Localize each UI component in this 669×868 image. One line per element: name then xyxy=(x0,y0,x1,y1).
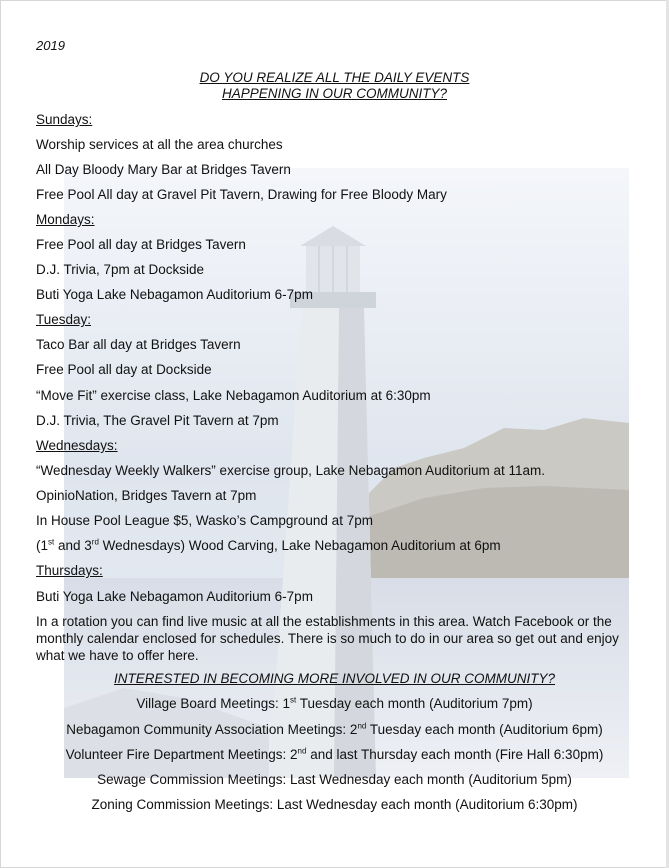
year: 2019 xyxy=(36,38,65,53)
ordinal: rd xyxy=(91,537,99,547)
ordinal: st xyxy=(48,537,55,547)
tuesday-heading: Tuesday: xyxy=(36,312,92,327)
list-item: Buti Yoga Lake Nebagamon Auditorium 6-7pm xyxy=(36,287,313,302)
list-item: Free Pool All day at Gravel Pit Tavern, Drawing for Free Bloody Mary xyxy=(36,187,447,202)
page-title-line-1: DO YOU REALIZE ALL THE DAILY EVENTS xyxy=(199,70,470,85)
text: Nebagamon Community Association Meetings: 2 xyxy=(66,722,358,737)
list-item: Buti Yoga Lake Nebagamon Auditorium 6-7pm xyxy=(36,589,313,604)
list-item: “Wednesday Weekly Walkers” exercise group, Lake Nebagamon Auditorium at 11am. xyxy=(36,463,545,478)
list-item: Free Pool all day at Dockside xyxy=(36,362,212,377)
wednesdays-heading: Wednesdays: xyxy=(36,438,118,453)
ordinal: nd xyxy=(357,721,367,731)
involved-heading: INTERESTED IN BECOMING MORE INVOLVED IN OUR COMMUNITY? xyxy=(113,671,556,686)
page-title-line-2: HAPPENING IN OUR COMMUNITY? xyxy=(221,86,448,101)
list-item: Worship services at all the area churches xyxy=(36,137,283,152)
list-item: “Move Fit” exercise class, Lake Nebagamon Auditorium at 6:30pm xyxy=(36,388,431,403)
text: Wednesdays) Wood Carving, Lake Nebagamon Auditorium at 6pm xyxy=(98,538,501,553)
meeting-community-association xyxy=(0,722,669,738)
list-item: Taco Bar all day at Bridges Tavern xyxy=(36,337,241,352)
text: and 3 xyxy=(54,538,92,553)
list-item: All Day Bloody Mary Bar at Bridges Tavern xyxy=(36,162,291,177)
text: Volunteer Fire Department Meetings: 2 xyxy=(65,747,298,762)
list-item: In House Pool League $5, Wasko’s Campground at 7pm xyxy=(36,513,373,528)
ordinal: st xyxy=(290,695,297,705)
meeting-sewage-commission: Sewage Commission Meetings: Last Wednesday each month (Auditorium 5pm) xyxy=(97,772,572,787)
meeting-zoning-commission: Zoning Commission Meetings: Last Wednesday each month (Auditorium 6:30pm) xyxy=(91,797,578,812)
list-item-wood-carving xyxy=(36,538,501,554)
thursdays-heading: Thursdays: xyxy=(36,563,103,578)
mondays-heading: Mondays: xyxy=(36,212,95,227)
list-item: Free Pool all day at Bridges Tavern xyxy=(36,237,246,252)
text: and last Thursday each month (Fire Hall 6:30pm) xyxy=(306,747,604,762)
list-item: OpinioNation, Bridges Tavern at 7pm xyxy=(36,488,257,503)
meeting-fire-department xyxy=(0,747,669,763)
list-item: D.J. Trivia, The Gravel Pit Tavern at 7pm xyxy=(36,413,279,428)
sundays-heading: Sundays: xyxy=(36,112,93,127)
text: Tuesday each month (Auditorium 6pm) xyxy=(366,722,603,737)
list-item: D.J. Trivia, 7pm at Dockside xyxy=(36,262,205,277)
ordinal: nd xyxy=(297,746,307,756)
text: Village Board Meetings: 1 xyxy=(136,696,290,711)
text: (1 xyxy=(36,538,49,553)
meeting-village-board xyxy=(0,696,669,712)
text: Tuesday each month (Auditorium 7pm) xyxy=(296,696,533,711)
rotation-paragraph: In a rotation you can find live music at all the establishments in this area. Watch Facebook or the monthly calendar enclosed for schedules. There is so much to do in our area so get out and enjoy what we have to offer here. xyxy=(36,614,619,663)
